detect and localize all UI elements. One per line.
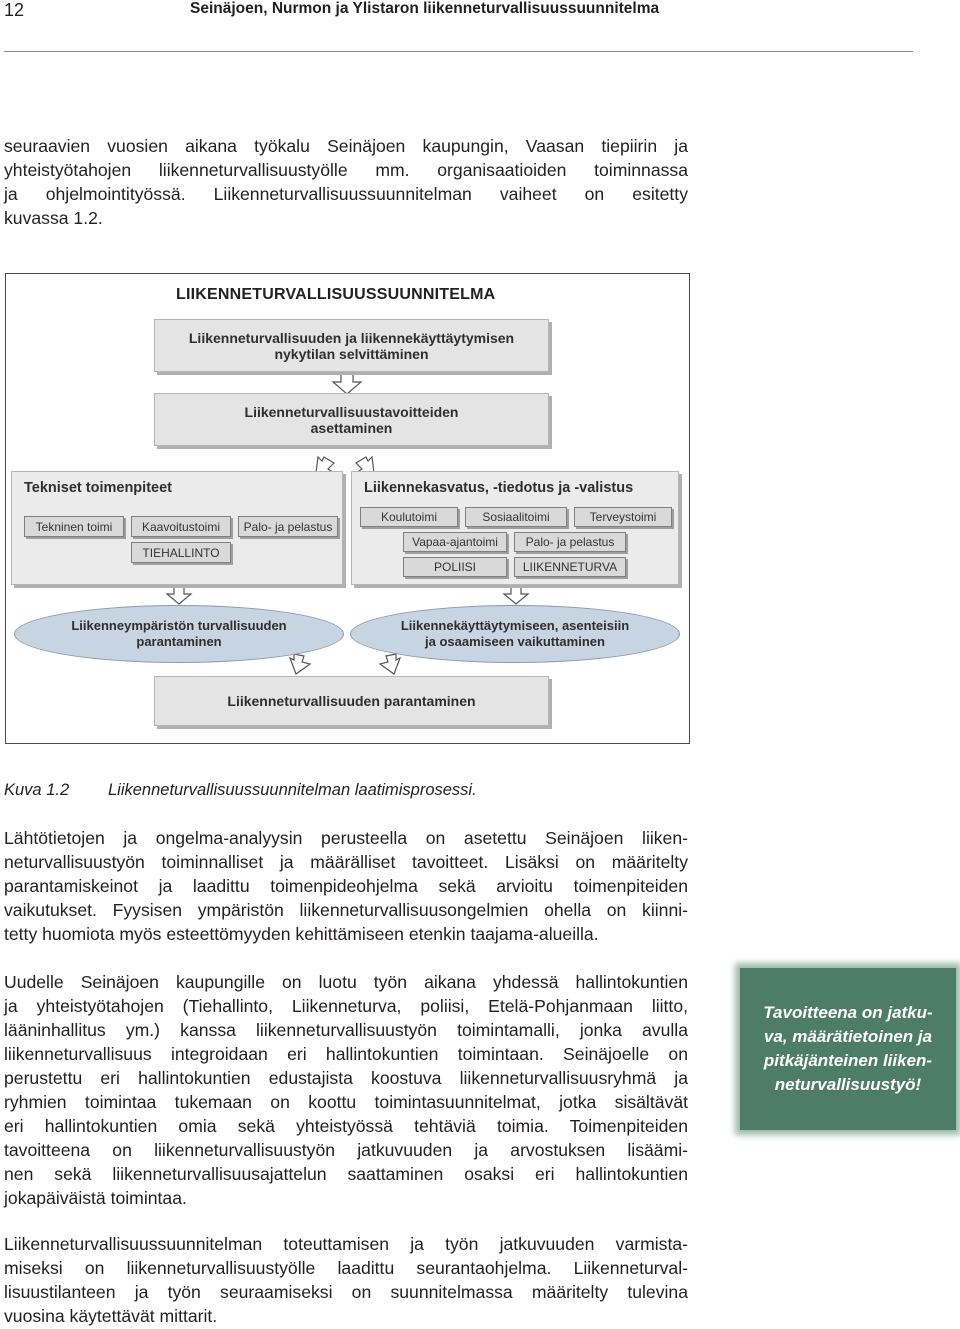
sidebar-callout-line: pitkäjänteinen liiken- bbox=[763, 1051, 933, 1070]
paragraph-line: liikenneturvallisuus integroidaan eri hallintokuntien toimintaan. Seinäjoelle on bbox=[4, 1044, 688, 1064]
paragraph-line: ja yhteistyötahojen (Tiehallinto, Liikenneturva, poliisi, Etelä-Pohjanmaan liitto, bbox=[4, 996, 688, 1016]
chip-liikenneturva: LIIKENNETURVA bbox=[514, 557, 626, 577]
running-header-title: Seinäjoen, Nurmon ja Ylistaron liikenneturvallisuussuunnitelma bbox=[190, 0, 660, 17]
intro-line: kuvassa 1.2. bbox=[4, 208, 103, 228]
goal-environment-ellipse bbox=[14, 605, 344, 663]
arrow-down-icon bbox=[167, 586, 191, 604]
page-number: 12 bbox=[4, 0, 25, 20]
result-box: Liikenneturvallisuuden parantaminen bbox=[154, 676, 549, 726]
education-title: Liikennekasvatus, -tiedotus ja -valistus bbox=[364, 480, 634, 496]
paragraph-line: tetty huomiota myös esteettömyyden kehittämiseen etenkin taajama-alueilla. bbox=[4, 924, 599, 944]
paragraph-line: miseksi on liikenneturvallisuustyölle laadittu seurantaohjelma. Liikenneturval- bbox=[4, 1258, 688, 1278]
intro-line: seuraavien vuosien aikana työkalu Seinäjoen kaupungin, Vaasan tiepiirin ja bbox=[4, 136, 688, 156]
process-diagram bbox=[5, 273, 690, 744]
arrow-down-icon bbox=[504, 586, 528, 604]
step-goal-setting-line: asettaminen bbox=[310, 419, 393, 436]
sidebar-callout-line: va, määrätietoinen ja bbox=[763, 1027, 933, 1046]
paragraph-line: Uudelle Seinäjoen kaupungille on luotu työn aikana yhdessä hallintokuntien bbox=[4, 972, 688, 992]
paragraph-line: eri hallintokuntien omia sekä yhteistyössä tehtäviä toimia. Toimenpiteiden bbox=[4, 1116, 688, 1136]
paragraph-line: tavoitteena on liikenneturvallisuustyön jatkuvuuden ja arvostuksen lisäämi- bbox=[4, 1140, 688, 1160]
step-current-state-line: Liikenneturvallisuuden ja liikennekäyttäytymisen bbox=[188, 329, 515, 346]
technical-measures-title: Tekniset toimenpiteet bbox=[24, 480, 172, 496]
paragraph-line: parantamiskeinot ja laadittu toimenpideohjelma sekä arvioitu toimenpiteiden bbox=[4, 876, 688, 896]
arrow-down-left-icon bbox=[380, 654, 400, 674]
intro-paragraph bbox=[4, 134, 688, 230]
body-paragraph-objectives bbox=[4, 826, 688, 946]
sidebar-callout bbox=[740, 968, 956, 1130]
sidebar-callout-line: Tavoitteena on jatku- bbox=[763, 1003, 933, 1022]
figure-caption-number: Kuva 1.2 bbox=[4, 781, 70, 799]
chip-social-office: Sosiaalitoimi bbox=[465, 507, 567, 527]
chip-rescue-services: Palo- ja pelastus bbox=[514, 532, 626, 552]
step-goal-setting-line: Liikenneturvallisuustavoitteiden bbox=[244, 403, 459, 420]
goal-behaviour-line: ja osaamiseen vaikuttaminen bbox=[425, 634, 605, 649]
sidebar-callout-line: neturvallisuustyö! bbox=[774, 1075, 922, 1094]
paragraph-line: lääninhallitus ym.) kanssa liikenneturvallisuustyön toimintamalli, jonka avulla bbox=[4, 1020, 688, 1040]
arrow-down-right-icon bbox=[290, 654, 310, 674]
chip-road-administration: TIEHALLINTO bbox=[131, 542, 231, 563]
paragraph-line: vuosina käytettävät mittarit. bbox=[4, 1306, 218, 1326]
body-paragraph-operating-model bbox=[4, 970, 688, 1210]
chip-technical-office: Tekninen toimi bbox=[24, 516, 124, 537]
step-current-state-line: nykytilan selvittäminen bbox=[274, 345, 429, 362]
chip-health-office: Terveystoimi bbox=[574, 507, 672, 527]
chip-leisure-office: Vapaa-ajantoimi bbox=[403, 532, 507, 552]
goal-behaviour-line: Liikennekäyttäytymiseen, asenteisiin bbox=[400, 618, 630, 633]
education-panel bbox=[351, 471, 679, 585]
chip-school-office: Koulutoimi bbox=[360, 507, 458, 527]
body-paragraph-monitoring bbox=[4, 1232, 688, 1328]
paragraph-line: nen sekä liikenneturvallisuusajattelun saattaminen osaksi eri hallintokuntien bbox=[4, 1164, 688, 1184]
chip-police: POLIISI bbox=[403, 557, 507, 577]
paragraph-line: perustettu eri hallintokuntien edustajista koostuva liikenneturvallisuusryhmä ja bbox=[4, 1068, 688, 1088]
intro-line: yhteistyötahojen liikenneturvallisuustyölle mm. organisaatioiden toiminnassa bbox=[4, 160, 688, 180]
intro-line: ja ohjelmointityössä. Liikenneturvallisuussuunnitelman vaiheet on esitetty bbox=[4, 184, 688, 204]
header-rule bbox=[4, 51, 913, 52]
chip-rescue-services: Palo- ja pelastus bbox=[238, 516, 338, 537]
paragraph-line: vaikutukset. Fyysisen ympäristön liikenneturvallisuusongelmien ohella on kiinni- bbox=[4, 900, 688, 920]
step-current-state bbox=[154, 319, 549, 372]
paragraph-line: ryhmien toimintaa tukemaan on koottu toimintasuunnitelmat, jotka sisältävät bbox=[4, 1092, 688, 1112]
paragraph-line: jokapäiväistä toimintaa. bbox=[4, 1188, 187, 1208]
step-goal-setting bbox=[154, 393, 549, 446]
chip-zoning-office: Kaavoitustoimi bbox=[131, 516, 231, 537]
goal-environment-line: parantaminen bbox=[136, 634, 222, 649]
goal-behaviour-ellipse bbox=[350, 605, 680, 663]
figure-caption-text: Liikenneturvallisuussuunnitelman laatimisprosessi. bbox=[108, 781, 477, 799]
paragraph-line: neturvallisuustyön toiminnalliset ja määrälliset tavoitteet. Lisäksi on määritelty bbox=[4, 852, 688, 872]
paragraph-line: Liikenneturvallisuussuunnitelman toteuttamisen ja työn jatkuvuuden varmista- bbox=[4, 1234, 688, 1254]
paragraph-line: Lähtötietojen ja ongelma-analyysin perusteella on asetettu Seinäjoen liiken- bbox=[4, 828, 688, 848]
paragraph-line: lisuustilanteen ja työn seuraamiseksi on suunnitelmassa määritelty tulevina bbox=[4, 1282, 688, 1302]
diagram-title: LIIKENNETURVALLISUUSSUUNNITELMA bbox=[176, 286, 496, 303]
technical-measures-panel bbox=[11, 471, 343, 585]
goal-environment-line: Liikenneympäristön turvallisuuden bbox=[71, 618, 287, 633]
arrow-down-icon bbox=[333, 372, 361, 394]
